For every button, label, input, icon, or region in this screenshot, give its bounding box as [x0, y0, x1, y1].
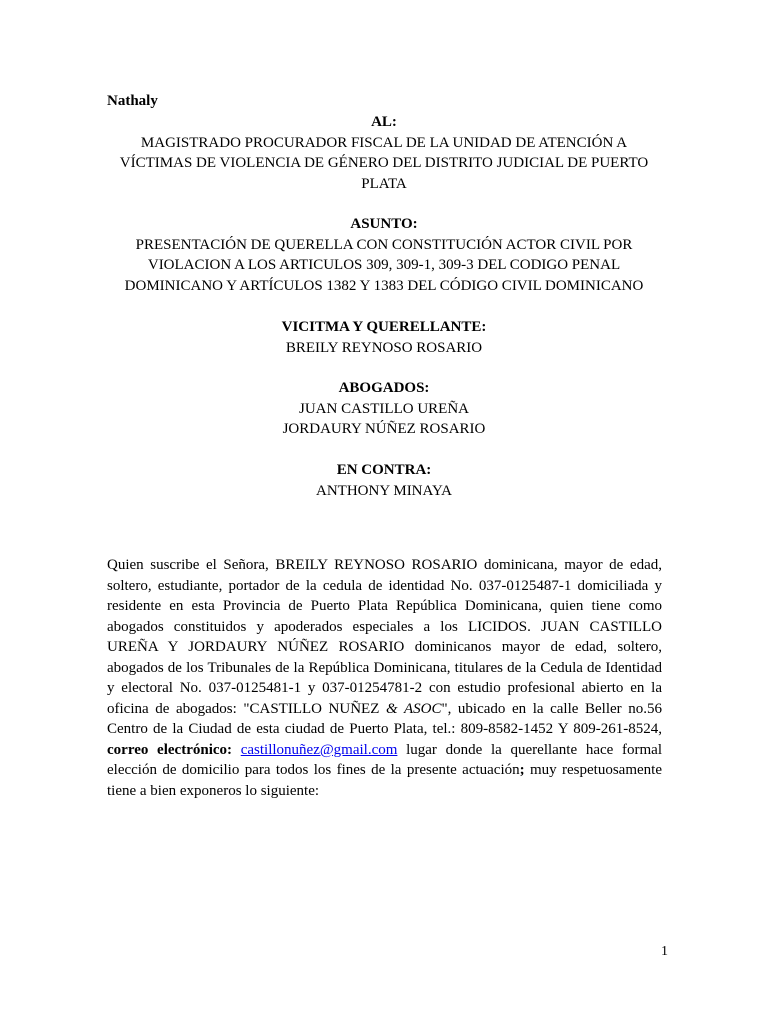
body-line — [107, 699, 662, 720]
addressee-line: MAGISTRADO PROCURADOR FISCAL DE LA UNIDAD DE ATENCIÓN A — [140, 134, 628, 151]
lawyer-name: JORDAURY NÚÑEZ ROSARIO — [282, 421, 486, 437]
body-line — [107, 740, 662, 761]
subject-label: ASUNTO: — [350, 216, 418, 232]
email-label: correo electrónico: — [107, 741, 233, 758]
body-text-segment: lugar donde la querellante hace formal — [397, 741, 662, 758]
addressee-label: AL: — [371, 114, 397, 130]
body-line: Quien suscribe el Señora, BREILY REYNOSO ROSARIO dominicana, mayor de edad, — [107, 557, 662, 573]
email-link[interactable]: castillonuñez@gmail.com — [240, 741, 398, 758]
body-line: Centro de la Ciudad de esta ciudad de Puerto Plata, tel.: 809-8582-1452 Y 809-261-8524, — [107, 721, 662, 737]
subject-line: PRESENTACIÓN DE QUERELLA CON CONSTITUCIÓN ACTOR CIVIL POR — [135, 236, 633, 253]
body-text-segment: muy respetuosamente — [524, 762, 662, 778]
body-line: y electoral No. 037-0125481-1 y 037-01254781-2 con estudio profesional abierto en la — [107, 680, 662, 696]
against-name: ANTHONY MINAYA — [316, 482, 452, 499]
addressee-block — [100, 112, 668, 194]
body-text-segment: ", ubicado en la calle Beller no.56 — [441, 700, 662, 717]
subject-line: VIOLACION A LOS ARTICULOS 309, 309-1, 309-3 DEL CODIGO PENAL — [147, 257, 621, 273]
lawyer-name: JUAN CASTILLO UREÑA — [299, 400, 469, 417]
body-paragraph — [107, 555, 662, 801]
subject-line: DOMINICANO Y ARTÍCULOS 1382 Y 1383 DEL CÓDIGO CIVIL DOMINICANO — [124, 277, 644, 294]
lawyers-label: ABOGADOS: — [338, 380, 430, 396]
victim-label: VICITMA Y QUERELLANTE: — [281, 319, 487, 335]
body-line: abogados constituidos y apoderados especiales a los LICIDOS. JUAN CASTILLO — [107, 618, 662, 635]
addressee-line: PLATA — [361, 175, 407, 192]
addressee-line: VÍCTIMAS DE VIOLENCIA DE GÉNERO DEL DISTRITO JUDICIAL DE PUERTO — [119, 155, 649, 171]
victim-name: BREILY REYNOSO ROSARIO — [285, 339, 483, 356]
page-number: 1 — [661, 944, 668, 959]
body-line: soltero, estudiante, portador de la cedula de identidad No. 037-0125487-1 domiciliada y — [107, 577, 662, 594]
semicolon: ; — [519, 762, 525, 778]
sender-name: Nathaly — [107, 93, 158, 109]
body-line: UREÑA Y JORDAURY NÚÑEZ ROSARIO dominicanos mayor de edad, soltero, — [107, 639, 662, 655]
body-text-segment: elección de domicilio para todos los fines de la presente actuación — [107, 762, 520, 778]
against-block — [100, 460, 668, 501]
body-line: abogados de los Tribunales de la República Dominicana, titulares de la Cedula de Identidad — [107, 659, 662, 676]
subject-block — [100, 214, 668, 296]
body-text-segment: oficina de abogados: "CASTILLO NUÑEZ — [107, 700, 386, 717]
body-line — [107, 760, 662, 781]
body-line: tiene a bien exponeros lo siguiente: — [107, 782, 320, 799]
victim-block — [100, 317, 668, 358]
against-label: EN CONTRA: — [336, 462, 432, 478]
body-line: residente en esta Provincia de Puerto Plata República Dominicana, quien tiene como — [107, 598, 662, 614]
lawyers-block — [100, 378, 668, 440]
firm-name-italic: & ASOC — [385, 700, 442, 717]
